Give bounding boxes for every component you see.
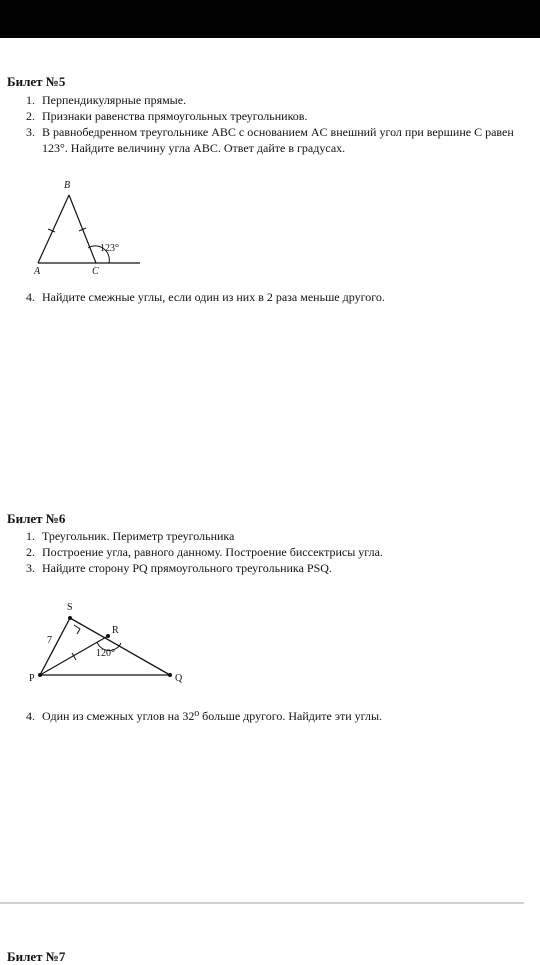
- ticket-7-title: Билет №7: [7, 949, 66, 964]
- question-item: 3. В равнобедренном треугольнике ABC с основанием AC внешний угол при вершине C равен 123°. Найдите величину угла ABC. Ответ дайте в градусах.: [26, 125, 514, 155]
- point-s: [68, 616, 72, 620]
- question-text: Построение угла, равного данному. Построение биссектрисы угла.: [42, 545, 383, 559]
- side-sq: [70, 618, 170, 675]
- page-divider: [0, 902, 524, 904]
- question-text: Один из смежных углов на 32⁰ больше другого. Найдите эти углы.: [42, 709, 383, 723]
- vertex-a-label: A: [34, 266, 41, 277]
- ticket-6-question-4: 4. Один из смежных углов на 32⁰ больше другого. Найдите эти углы.: [26, 709, 383, 723]
- question-text: В равнобедренном треугольнике ABC с основанием AC внешний угол при вершине C равен 123°. Найдите величину угла ABC. Ответ дайте в градусах.: [42, 125, 514, 155]
- question-item: 2. Признаки равенства прямоугольных треугольников.: [26, 109, 308, 123]
- question-item: 3. Найдите сторону PQ прямоугольного треугольника PSQ.: [26, 561, 332, 575]
- vertex-c-label: C: [92, 266, 99, 277]
- ticket-5-title: Билет №5: [7, 74, 66, 89]
- question-item: 1. Треугольник. Периметр треугольника: [26, 529, 235, 543]
- question-text: Признаки равенства прямоугольных треугольников.: [42, 109, 308, 123]
- point-r-label: R: [112, 625, 119, 636]
- vertex-q-label: Q: [175, 673, 183, 684]
- question-text: Найдите сторону PQ прямоугольного треугольника PSQ.: [42, 561, 332, 575]
- side-length-label: 7: [47, 635, 52, 646]
- right-angle-mark: [74, 625, 80, 634]
- question-text: Перпендикулярные прямые.: [42, 93, 187, 107]
- point-q: [168, 673, 172, 677]
- point-p: [38, 673, 42, 677]
- ticket-6-title: Билет №6: [7, 511, 66, 526]
- question-item: 1. Перпендикулярные прямые.: [26, 93, 187, 107]
- angle-label: 123°: [100, 243, 119, 254]
- question-item: 2. Построение угла, равного данному. Построение биссектрисы угла.: [26, 545, 383, 559]
- question-text: Треугольник. Периметр треугольника: [42, 529, 235, 543]
- vertex-b-label: B: [64, 180, 71, 191]
- vertex-p-label: P: [29, 673, 35, 684]
- point-r: [106, 634, 110, 638]
- question-text: Найдите смежные углы, если один из них в 2 раза меньше другого.: [42, 290, 385, 304]
- vertex-s-label: S: [67, 602, 73, 613]
- angle-label: 120°: [96, 648, 115, 659]
- ticket-5-question-4: 4. Найдите смежные углы, если один из них в 2 раза меньше другого.: [26, 290, 385, 304]
